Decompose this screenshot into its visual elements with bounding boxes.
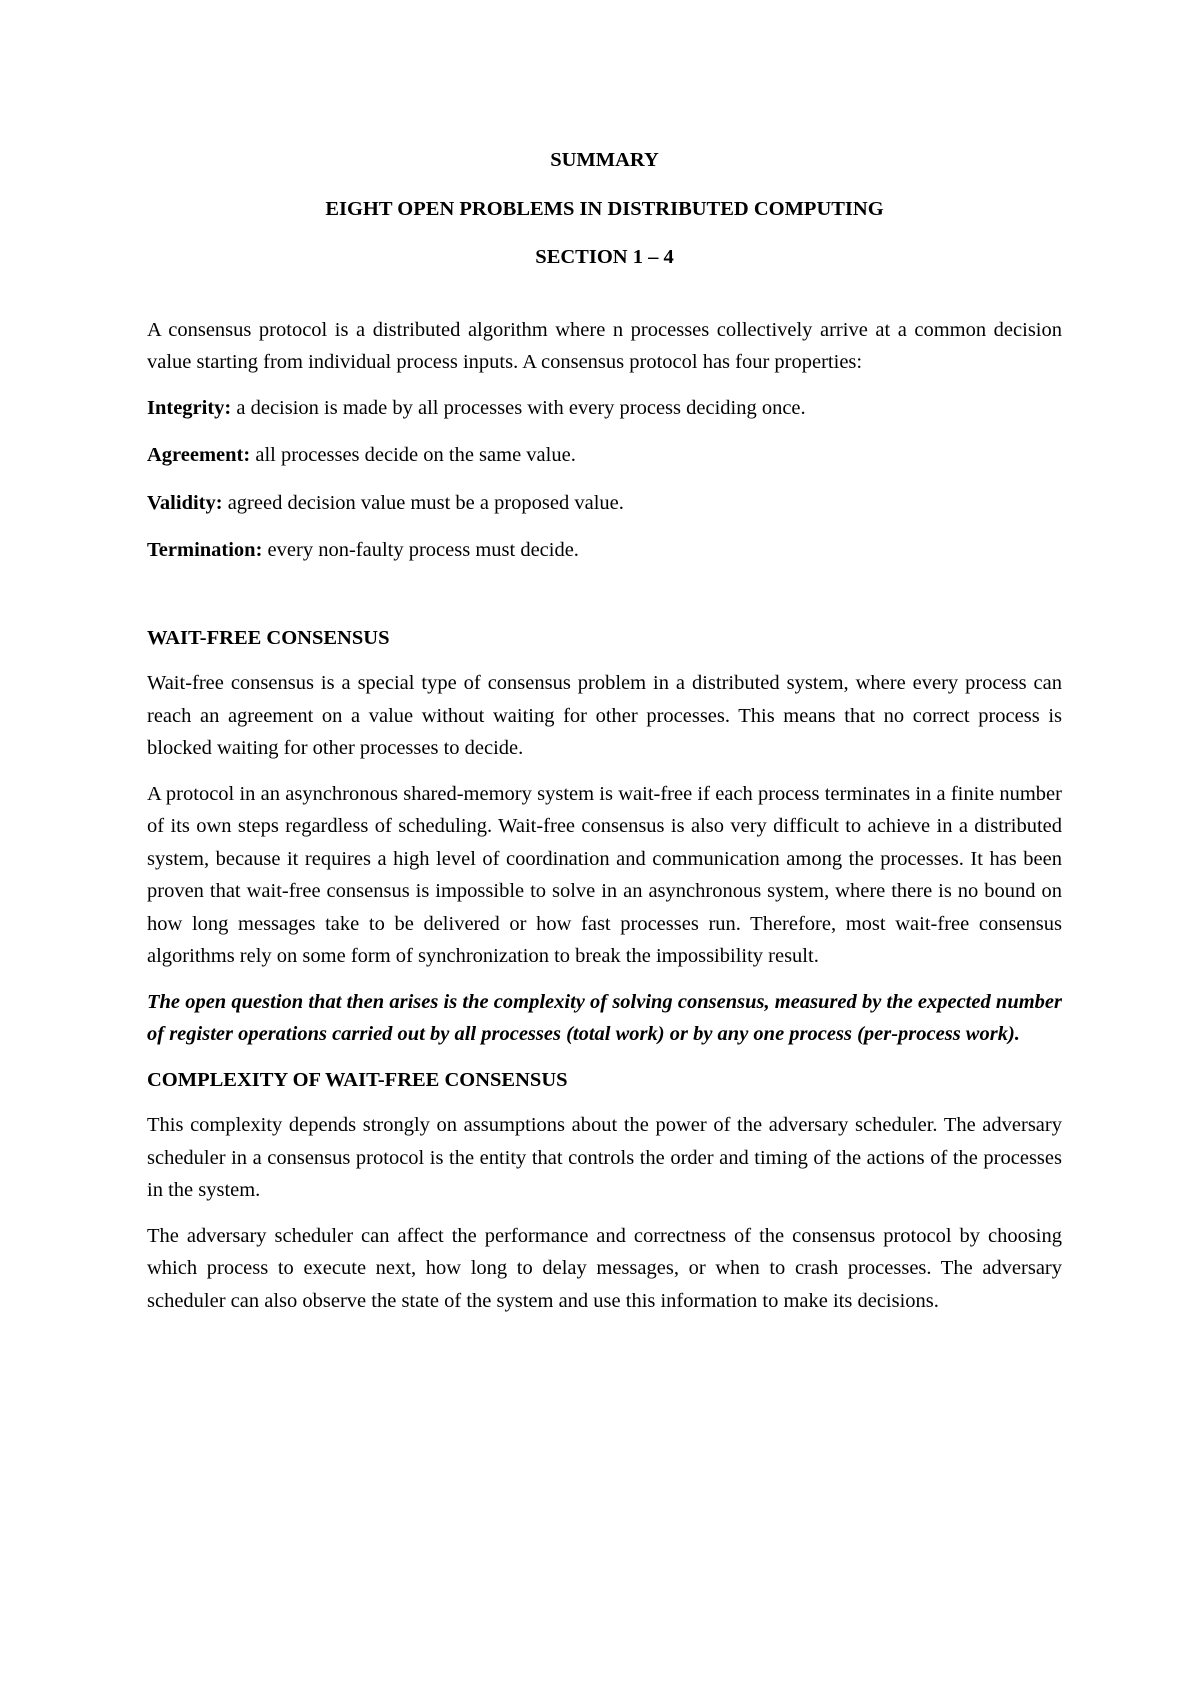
document-body <box>147 144 1062 1330</box>
property-agreement <box>147 439 1062 472</box>
property-label: Agreement: <box>147 444 251 466</box>
property-text: all processes decide on the same value. <box>250 444 576 466</box>
wait-free-paragraph-2: A protocol in an asynchronous shared-memory system is wait-free if each process terminates in a finite number of its own steps regardless of scheduling. Wait-free consensus is also very difficult to achieve in a distributed system, because it requires a high level of coordination and communication among the processes. It has been proven that wait-free consensus is impossible to solve in an asynchronous system, where there is no bound on how long messages take to be delivered or how fast processes run. Therefore, most wait-free consensus algorithms rely on some form of synchronization to break the impossibility result. <box>147 782 1062 967</box>
property-label: Integrity: <box>147 396 232 419</box>
property-label: Termination: <box>147 539 263 561</box>
wait-free-heading: WAIT-FREE CONSENSUS <box>147 626 390 649</box>
complexity-heading: COMPLEXITY OF WAIT-FREE CONSENSUS <box>147 1068 568 1091</box>
property-label: Validity: <box>147 491 223 514</box>
open-question-paragraph: The open question that then arises is the complexity of solving consensus, measured by the expected number of register operations carried out by all processes (total work) or by any one process (per-process work). <box>147 990 1062 1045</box>
summary-heading: SUMMARY <box>550 149 659 171</box>
complexity-paragraph-2: The adversary scheduler can affect the performance and correctness of the consensus protocol by choosing which process to execute next, how long to delay messages, or when to crash processes. The adversary scheduler can also observe the state of the system and use this information to make its decisions. <box>147 1224 1062 1312</box>
property-termination <box>147 534 1062 567</box>
wait-free-paragraph-1: Wait-free consensus is a special type of consensus problem in a distributed system, where every process can reach an agreement on a value without waiting for other processes. This means that no correct process is blocked waiting for other processes to decide. <box>147 672 1062 759</box>
property-validity <box>147 487 1062 520</box>
document-title: EIGHT OPEN PROBLEMS IN DISTRIBUTED COMPUTING <box>325 197 884 220</box>
property-text: a decision is made by all processes with every process deciding once. <box>231 396 806 419</box>
complexity-paragraph-1: This complexity depends strongly on assumptions about the power of the adversary scheduler. The adversary scheduler in a consensus protocol is the entity that controls the order and timing of the actions of the processes in the system. <box>147 1114 1062 1201</box>
property-text: every non-faulty process must decide. <box>262 539 579 561</box>
section-range-heading: SECTION 1 – 4 <box>535 246 674 268</box>
property-integrity <box>147 392 1062 425</box>
intro-paragraph: A consensus protocol is a distributed algorithm where n processes collectively arrive at a common decision value starting from individual process inputs. A consensus protocol has four properties: <box>147 318 1062 373</box>
property-text: agreed decision value must be a proposed value. <box>222 491 624 514</box>
